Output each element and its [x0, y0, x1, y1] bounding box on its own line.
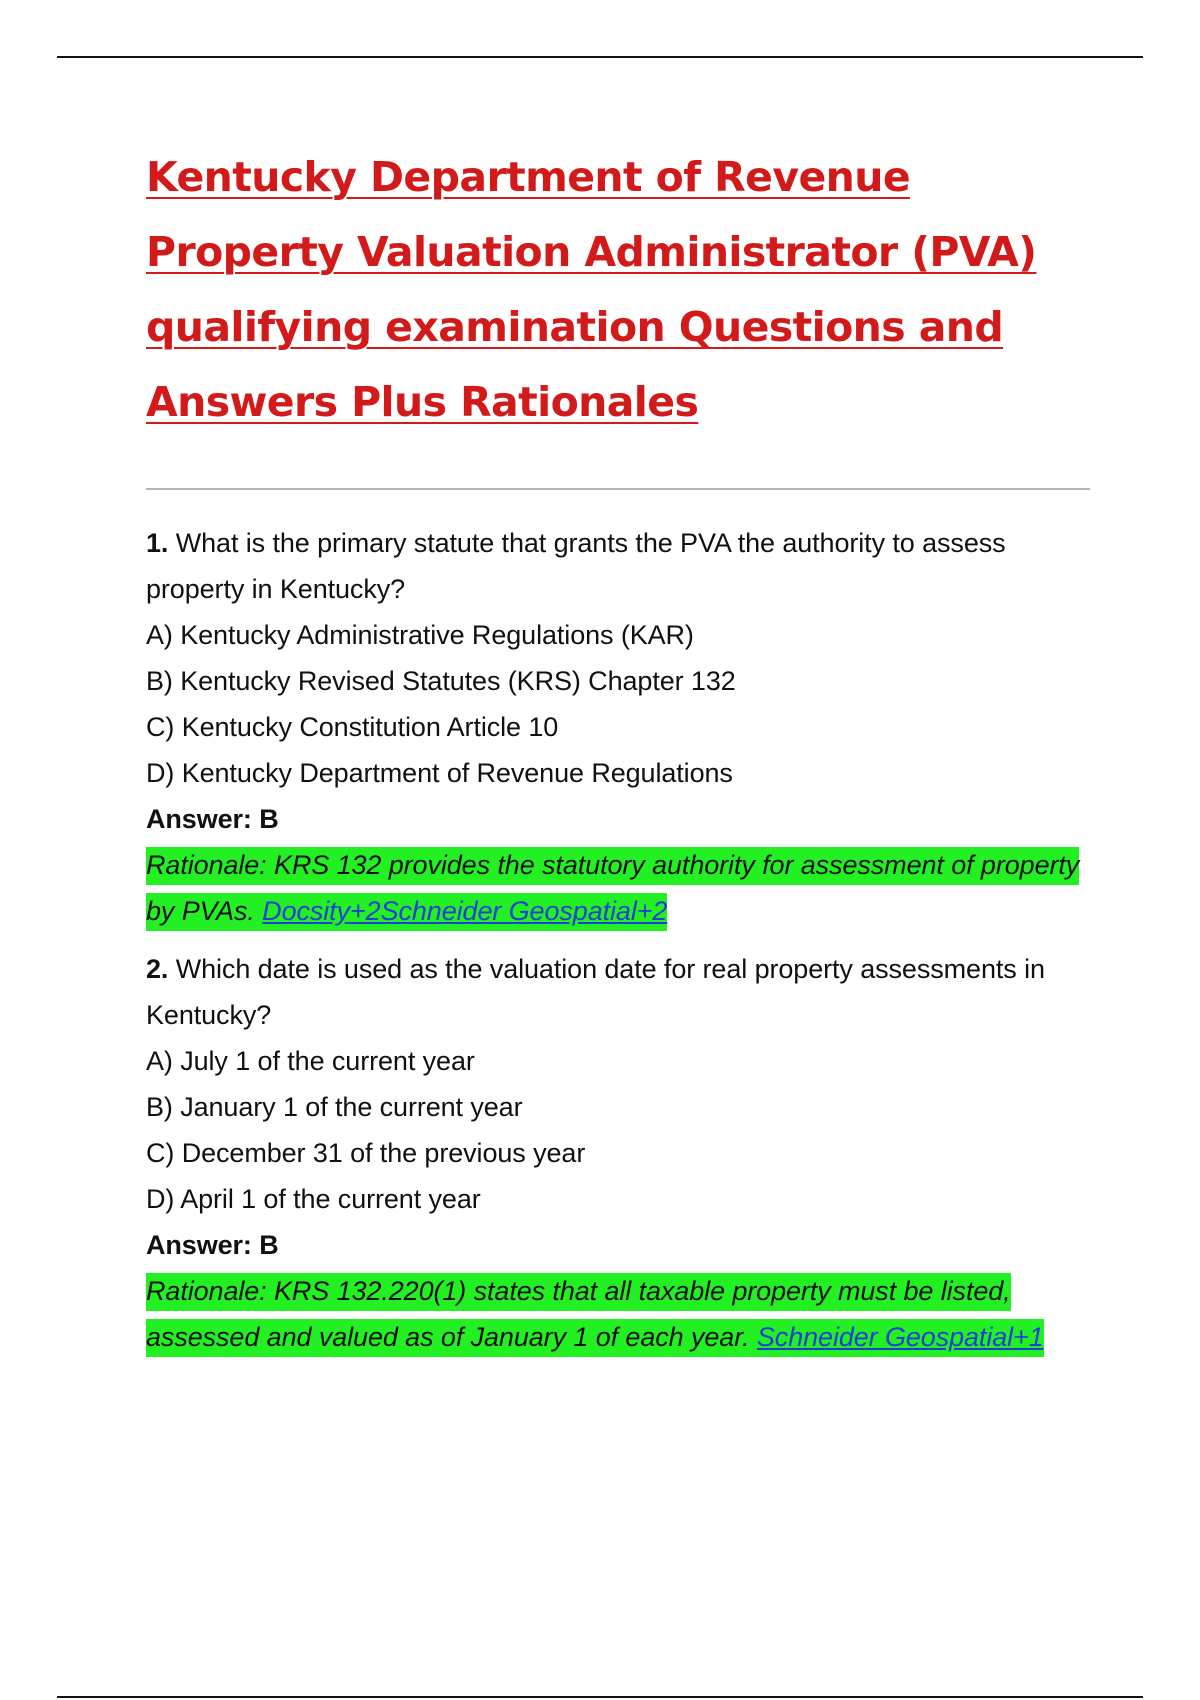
- question-2: [146, 946, 1090, 1360]
- answer-label: Answer: B: [146, 804, 279, 834]
- page-bottom-rule: [57, 1696, 1143, 1698]
- source-link[interactable]: Schneider Geospatial+1: [756, 1322, 1044, 1352]
- option-b: B) Kentucky Revised Statutes (KRS) Chapter 132: [146, 666, 736, 696]
- question-list: [146, 520, 1090, 1360]
- option-b: B) January 1 of the current year: [146, 1092, 523, 1122]
- answer-label: Answer: B: [146, 1230, 279, 1260]
- rationale-highlight: [146, 847, 1079, 931]
- option-c: C) Kentucky Constitution Article 10: [146, 712, 559, 742]
- question-text: [146, 520, 1090, 612]
- rationale-text: Rationale: KRS 132 provides the statutory authority for assessment of property by PVAs.: [146, 850, 1080, 926]
- rationale: [146, 1268, 1090, 1360]
- source-link[interactable]: Docsity+2Schneider Geospatial+2: [262, 896, 668, 926]
- question-text: [146, 946, 1090, 1038]
- rationale: [146, 842, 1090, 934]
- question-number: 2.: [146, 954, 169, 984]
- option-a: A) July 1 of the current year: [146, 1046, 475, 1076]
- option-a: A) Kentucky Administrative Regulations (KAR): [146, 620, 694, 650]
- rationale-highlight: [146, 1273, 1044, 1357]
- document-title: Kentucky Department of Revenue Property Valuation Administrator (PVA) qualifying examination Questions and Answers Plus Rationales: [146, 153, 1037, 426]
- question-1: [146, 520, 1090, 934]
- option-c: C) December 31 of the previous year: [146, 1138, 586, 1168]
- question-prompt: Which date is used as the valuation date for real property assessments in Kentucky?: [146, 954, 1045, 1030]
- question-prompt: What is the primary statute that grants the PVA the authority to assess property in Kentucky?: [146, 528, 1006, 604]
- rationale-text: Rationale: KRS 132.220(1) states that all taxable property must be listed, assessed and valued as of January 1 of each year.: [146, 1276, 1011, 1352]
- option-d: D) April 1 of the current year: [146, 1184, 481, 1214]
- page-top-rule: [57, 56, 1143, 58]
- title-divider: [146, 488, 1090, 490]
- question-number: 1.: [146, 528, 169, 558]
- document-body: [146, 140, 1090, 1360]
- option-d: D) Kentucky Department of Revenue Regulations: [146, 758, 733, 788]
